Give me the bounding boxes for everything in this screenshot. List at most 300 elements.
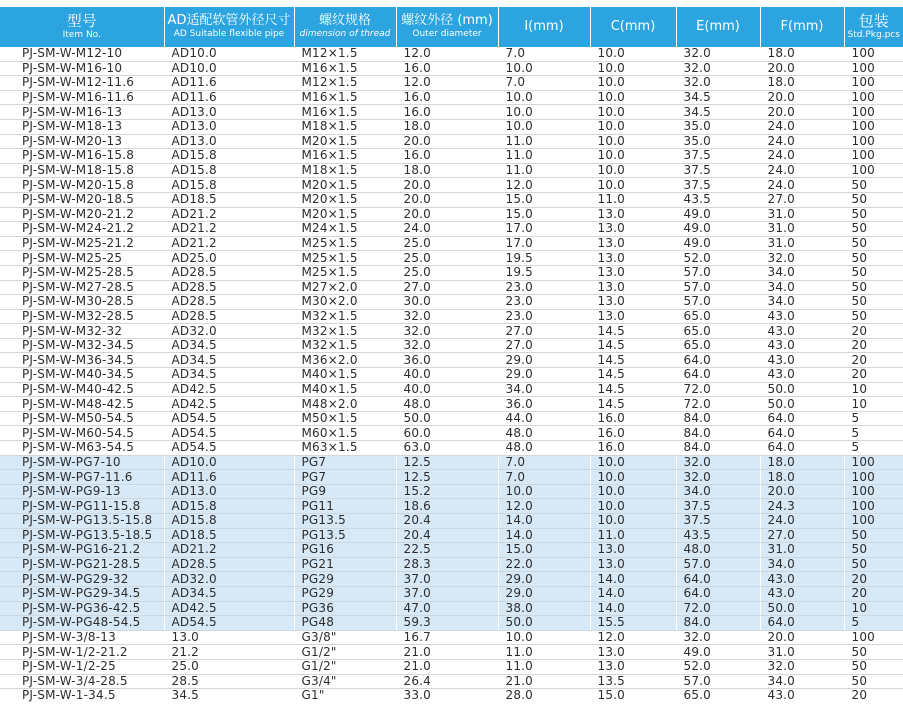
cell-outer-diameter: 12.5 (396, 470, 498, 485)
cell-thread: M20×1.5 (294, 134, 396, 149)
header-c (590, 7, 676, 47)
cell-f: 31.0 (760, 543, 844, 558)
cell-i: 23.0 (498, 280, 590, 295)
cell-thread: G3/8" (294, 630, 396, 645)
cell-ad-size: AD32.0 (164, 324, 294, 339)
cell-i: 14.0 (498, 528, 590, 543)
cell-item-no: PJ-SM-W-M18-13 (0, 119, 164, 134)
cell-c: 14.0 (590, 586, 676, 601)
cell-f: 20.0 (760, 630, 844, 645)
cell-item-no: PJ-SM-W-M20-18.5 (0, 192, 164, 207)
cell-c: 13.0 (590, 645, 676, 660)
cell-package: 20 (844, 353, 903, 368)
cell-outer-diameter: 37.0 (396, 572, 498, 587)
cell-c: 10.0 (590, 484, 676, 499)
cell-e: 65.0 (676, 338, 760, 353)
cell-item-no: PJ-SM-W-M32-28.5 (0, 309, 164, 324)
cell-item-no: PJ-SM-W-PG13.5-15.8 (0, 514, 164, 529)
cell-c: 10.0 (590, 149, 676, 164)
cell-outer-diameter: 33.0 (396, 689, 498, 703)
cell-item-no: PJ-SM-W-3/8-13 (0, 630, 164, 645)
cell-e: 32.0 (676, 76, 760, 91)
cell-c: 10.0 (590, 470, 676, 485)
cell-f: 32.0 (760, 659, 844, 674)
cell-item-no: PJ-SM-W-PG9-13 (0, 484, 164, 499)
header-outer-diameter-main: 螺纹外径 (mm) (401, 13, 493, 29)
cell-i: 11.0 (498, 163, 590, 178)
table-row (0, 441, 903, 456)
cell-thread: M16×1.5 (294, 149, 396, 164)
cell-i: 11.0 (498, 149, 590, 164)
table-row (0, 149, 903, 164)
header-i-main: I(mm) (524, 18, 564, 34)
cell-e: 65.0 (676, 689, 760, 703)
cell-f: 34.0 (760, 265, 844, 280)
table-row (0, 324, 903, 339)
header-e-main: E(mm) (696, 18, 740, 34)
cell-f: 27.0 (760, 528, 844, 543)
cell-e: 72.0 (676, 382, 760, 397)
cell-f: 18.0 (760, 470, 844, 485)
header-f-main: F(mm) (780, 18, 824, 34)
table-row (0, 61, 903, 76)
cell-thread: PG13.5 (294, 514, 396, 529)
table-row (0, 616, 903, 631)
table-row (0, 105, 903, 120)
cell-i: 11.0 (498, 645, 590, 660)
cell-item-no: PJ-SM-W-M16-15.8 (0, 149, 164, 164)
table-row (0, 543, 903, 558)
cell-ad-size: AD34.5 (164, 338, 294, 353)
cell-i: 7.0 (498, 47, 590, 61)
cell-outer-diameter: 59.3 (396, 616, 498, 631)
cell-c: 14.0 (590, 601, 676, 616)
header-row (0, 7, 903, 47)
cell-e: 57.0 (676, 674, 760, 689)
cell-ad-size: AD42.5 (164, 397, 294, 412)
cell-ad-size: AD13.0 (164, 105, 294, 120)
cell-i: 27.0 (498, 324, 590, 339)
cell-ad-size: AD13.0 (164, 119, 294, 134)
table-row (0, 280, 903, 295)
cell-package: 20 (844, 324, 903, 339)
cell-c: 10.0 (590, 61, 676, 76)
cell-thread: PG11 (294, 499, 396, 514)
cell-outer-diameter: 20.0 (396, 178, 498, 193)
cell-package: 50 (844, 251, 903, 266)
cell-c: 14.5 (590, 353, 676, 368)
cell-c: 13.0 (590, 659, 676, 674)
cell-e: 37.5 (676, 499, 760, 514)
cell-e: 37.5 (676, 163, 760, 178)
cell-outer-diameter: 15.2 (396, 484, 498, 499)
cell-f: 31.0 (760, 222, 844, 237)
cell-thread: G3/4" (294, 674, 396, 689)
cell-f: 24.0 (760, 163, 844, 178)
header-c-main: C(mm) (610, 18, 656, 34)
cell-i: 29.0 (498, 586, 590, 601)
cell-ad-size: AD34.5 (164, 353, 294, 368)
cell-thread: M40×1.5 (294, 368, 396, 383)
cell-i: 10.0 (498, 119, 590, 134)
cell-e: 49.0 (676, 645, 760, 660)
cell-item-no: PJ-SM-W-PG16-21.2 (0, 543, 164, 558)
cell-thread: M16×1.5 (294, 105, 396, 120)
header-e (676, 7, 760, 47)
cell-package: 5 (844, 411, 903, 426)
cell-outer-diameter: 22.5 (396, 543, 498, 558)
cell-thread: M12×1.5 (294, 47, 396, 61)
cell-thread: G1" (294, 689, 396, 703)
cell-thread: M50×1.5 (294, 411, 396, 426)
cell-f: 34.0 (760, 557, 844, 572)
cell-f: 34.0 (760, 295, 844, 310)
cell-ad-size: 13.0 (164, 630, 294, 645)
cell-package: 50 (844, 528, 903, 543)
cell-item-no: PJ-SM-W-3/4-28.5 (0, 674, 164, 689)
cell-ad-size: AD15.8 (164, 149, 294, 164)
cell-i: 10.0 (498, 484, 590, 499)
cell-c: 14.5 (590, 397, 676, 412)
cell-f: 31.0 (760, 645, 844, 660)
cell-e: 32.0 (676, 47, 760, 61)
cell-item-no: PJ-SM-W-M60-54.5 (0, 426, 164, 441)
cell-package: 50 (844, 557, 903, 572)
cell-ad-size: AD32.0 (164, 572, 294, 587)
cell-outer-diameter: 16.0 (396, 90, 498, 105)
cell-item-no: PJ-SM-W-M16-11.6 (0, 90, 164, 105)
cell-i: 17.0 (498, 222, 590, 237)
cell-package: 50 (844, 295, 903, 310)
cell-item-no: PJ-SM-W-M25-25 (0, 251, 164, 266)
cell-f: 20.0 (760, 90, 844, 105)
cell-package: 100 (844, 163, 903, 178)
cell-package: 100 (844, 499, 903, 514)
cell-item-no: PJ-SM-W-M12-11.6 (0, 76, 164, 91)
cell-i: 7.0 (498, 76, 590, 91)
cell-f: 24.0 (760, 134, 844, 149)
cell-e: 72.0 (676, 397, 760, 412)
cell-package: 100 (844, 134, 903, 149)
cell-i: 27.0 (498, 338, 590, 353)
cell-item-no: PJ-SM-W-M40-34.5 (0, 368, 164, 383)
cell-f: 43.0 (760, 586, 844, 601)
cell-package: 20 (844, 338, 903, 353)
cell-thread: PG48 (294, 616, 396, 631)
cell-c: 14.5 (590, 338, 676, 353)
cell-outer-diameter: 20.4 (396, 514, 498, 529)
cell-ad-size: 25.0 (164, 659, 294, 674)
cell-thread: M25×1.5 (294, 265, 396, 280)
cell-thread: PG7 (294, 470, 396, 485)
cell-c: 12.0 (590, 630, 676, 645)
cell-i: 44.0 (498, 411, 590, 426)
cell-outer-diameter: 12.0 (396, 76, 498, 91)
cell-package: 100 (844, 119, 903, 134)
cell-e: 43.5 (676, 528, 760, 543)
cell-outer-diameter: 32.0 (396, 324, 498, 339)
cell-e: 52.0 (676, 659, 760, 674)
table-row (0, 251, 903, 266)
cell-c: 13.0 (590, 207, 676, 222)
cell-i: 7.0 (498, 455, 590, 470)
cell-item-no: PJ-SM-W-PG29-34.5 (0, 586, 164, 601)
cell-c: 13.0 (590, 251, 676, 266)
cell-thread: M40×1.5 (294, 382, 396, 397)
cell-ad-size: AD15.8 (164, 178, 294, 193)
cell-e: 57.0 (676, 295, 760, 310)
cell-outer-diameter: 20.0 (396, 207, 498, 222)
cell-c: 16.0 (590, 426, 676, 441)
cell-i: 34.0 (498, 382, 590, 397)
cell-package: 100 (844, 149, 903, 164)
cell-thread: PG13.5 (294, 528, 396, 543)
cell-package: 100 (844, 105, 903, 120)
cell-package: 50 (844, 309, 903, 324)
cell-thread: PG21 (294, 557, 396, 572)
cell-i: 23.0 (498, 309, 590, 324)
cell-ad-size: AD21.2 (164, 222, 294, 237)
cell-package: 10 (844, 382, 903, 397)
cell-f: 34.0 (760, 674, 844, 689)
cell-f: 64.0 (760, 411, 844, 426)
cell-ad-size: AD10.0 (164, 47, 294, 61)
cell-thread: M25×1.5 (294, 251, 396, 266)
cell-outer-diameter: 16.0 (396, 149, 498, 164)
cell-i: 50.0 (498, 616, 590, 631)
cell-outer-diameter: 16.0 (396, 105, 498, 120)
cell-thread: M20×1.5 (294, 178, 396, 193)
cell-c: 10.0 (590, 514, 676, 529)
cell-e: 52.0 (676, 251, 760, 266)
header-ad-size-main: AD适配软管外径尺寸 (167, 13, 291, 29)
table-row (0, 470, 903, 485)
cell-item-no: PJ-SM-W-M32-34.5 (0, 338, 164, 353)
cell-outer-diameter: 47.0 (396, 601, 498, 616)
cell-f: 43.0 (760, 338, 844, 353)
cell-item-no: PJ-SM-W-M20-13 (0, 134, 164, 149)
cell-outer-diameter: 40.0 (396, 368, 498, 383)
cell-f: 64.0 (760, 426, 844, 441)
header-item-no (0, 7, 164, 47)
cell-i: 48.0 (498, 441, 590, 456)
cell-ad-size: AD34.5 (164, 368, 294, 383)
cell-thread: M18×1.5 (294, 119, 396, 134)
cell-item-no: PJ-SM-W-M16-13 (0, 105, 164, 120)
cell-c: 10.0 (590, 455, 676, 470)
cell-ad-size: AD28.5 (164, 280, 294, 295)
cell-i: 19.5 (498, 251, 590, 266)
cell-e: 35.0 (676, 134, 760, 149)
cell-thread: M20×1.5 (294, 207, 396, 222)
cell-ad-size: AD28.5 (164, 557, 294, 572)
cell-outer-diameter: 24.0 (396, 222, 498, 237)
table-row (0, 47, 903, 61)
cell-c: 10.0 (590, 90, 676, 105)
cell-outer-diameter: 30.0 (396, 295, 498, 310)
spec-table (0, 7, 903, 703)
cell-i: 29.0 (498, 368, 590, 383)
cell-package: 100 (844, 47, 903, 61)
cell-thread: PG9 (294, 484, 396, 499)
cell-c: 11.0 (590, 528, 676, 543)
cell-e: 57.0 (676, 557, 760, 572)
header-thread-main: 螺纹规格 (318, 13, 371, 29)
cell-package: 100 (844, 514, 903, 529)
cell-f: 24.0 (760, 149, 844, 164)
cell-outer-diameter: 28.3 (396, 557, 498, 572)
cell-thread: M32×1.5 (294, 309, 396, 324)
cell-i: 29.0 (498, 572, 590, 587)
cell-item-no: PJ-SM-W-PG11-15.8 (0, 499, 164, 514)
cell-e: 43.5 (676, 192, 760, 207)
cell-c: 10.0 (590, 119, 676, 134)
cell-i: 15.0 (498, 192, 590, 207)
cell-package: 20 (844, 586, 903, 601)
cell-e: 37.5 (676, 149, 760, 164)
cell-f: 43.0 (760, 324, 844, 339)
cell-f: 31.0 (760, 207, 844, 222)
cell-i: 23.0 (498, 295, 590, 310)
cell-thread: PG36 (294, 601, 396, 616)
table-row (0, 499, 903, 514)
header-ad-size (164, 7, 294, 47)
table-row (0, 674, 903, 689)
cell-f: 31.0 (760, 236, 844, 251)
table-row (0, 484, 903, 499)
table-row (0, 353, 903, 368)
cell-f: 24.0 (760, 119, 844, 134)
cell-e: 84.0 (676, 441, 760, 456)
cell-ad-size: AD11.6 (164, 470, 294, 485)
cell-outer-diameter: 20.0 (396, 134, 498, 149)
cell-ad-size: AD21.2 (164, 543, 294, 558)
cell-outer-diameter: 32.0 (396, 338, 498, 353)
cell-e: 49.0 (676, 207, 760, 222)
cell-e: 32.0 (676, 630, 760, 645)
cell-outer-diameter: 60.0 (396, 426, 498, 441)
cell-c: 13.0 (590, 265, 676, 280)
table-row (0, 368, 903, 383)
cell-f: 64.0 (760, 441, 844, 456)
cell-package: 50 (844, 645, 903, 660)
cell-ad-size: AD25.0 (164, 251, 294, 266)
cell-package: 50 (844, 659, 903, 674)
cell-c: 13.0 (590, 557, 676, 572)
cell-package: 100 (844, 630, 903, 645)
cell-i: 19.5 (498, 265, 590, 280)
cell-f: 18.0 (760, 455, 844, 470)
cell-ad-size: AD18.5 (164, 192, 294, 207)
cell-outer-diameter: 37.0 (396, 586, 498, 601)
cell-item-no: PJ-SM-W-M50-54.5 (0, 411, 164, 426)
cell-c: 10.0 (590, 163, 676, 178)
cell-package: 50 (844, 674, 903, 689)
header-f (760, 7, 844, 47)
table-row (0, 295, 903, 310)
cell-outer-diameter: 25.0 (396, 251, 498, 266)
cell-i: 28.0 (498, 689, 590, 703)
cell-e: 37.5 (676, 514, 760, 529)
table-row (0, 645, 903, 660)
cell-thread: M18×1.5 (294, 163, 396, 178)
cell-c: 14.5 (590, 368, 676, 383)
cell-e: 64.0 (676, 353, 760, 368)
cell-thread: M12×1.5 (294, 76, 396, 91)
cell-f: 43.0 (760, 353, 844, 368)
cell-e: 84.0 (676, 616, 760, 631)
cell-item-no: PJ-SM-W-M36-34.5 (0, 353, 164, 368)
table-row (0, 178, 903, 193)
cell-ad-size: AD11.6 (164, 76, 294, 91)
cell-c: 10.0 (590, 178, 676, 193)
cell-thread: G1/2" (294, 659, 396, 674)
cell-thread: M16×1.5 (294, 61, 396, 76)
cell-item-no: PJ-SM-W-PG7-11.6 (0, 470, 164, 485)
table-row (0, 659, 903, 674)
cell-c: 10.0 (590, 47, 676, 61)
cell-e: 35.0 (676, 119, 760, 134)
cell-c: 13.0 (590, 222, 676, 237)
cell-outer-diameter: 25.0 (396, 265, 498, 280)
cell-ad-size: AD28.5 (164, 265, 294, 280)
table-row (0, 689, 903, 703)
cell-item-no: PJ-SM-W-PG7-10 (0, 455, 164, 470)
table-row (0, 455, 903, 470)
cell-ad-size: AD13.0 (164, 134, 294, 149)
cell-thread: M16×1.5 (294, 90, 396, 105)
table-header (0, 7, 903, 47)
cell-i: 11.0 (498, 134, 590, 149)
header-ad-size-sub: AD Suitable flexible pipe (173, 28, 285, 39)
cell-ad-size: AD15.8 (164, 499, 294, 514)
cell-item-no: PJ-SM-W-M25-28.5 (0, 265, 164, 280)
cell-f: 20.0 (760, 105, 844, 120)
cell-outer-diameter: 63.0 (396, 441, 498, 456)
cell-thread: PG29 (294, 572, 396, 587)
cell-item-no: PJ-SM-W-1/2-25 (0, 659, 164, 674)
table-row (0, 90, 903, 105)
cell-item-no: PJ-SM-W-PG36-42.5 (0, 601, 164, 616)
cell-e: 49.0 (676, 222, 760, 237)
cell-c: 15.5 (590, 616, 676, 631)
cell-c: 10.0 (590, 76, 676, 91)
cell-c: 13.0 (590, 309, 676, 324)
cell-thread: PG29 (294, 586, 396, 601)
cell-outer-diameter: 40.0 (396, 382, 498, 397)
cell-ad-size: AD54.5 (164, 441, 294, 456)
table-row (0, 222, 903, 237)
cell-i: 22.0 (498, 557, 590, 572)
cell-c: 13.5 (590, 674, 676, 689)
cell-thread: M20×1.5 (294, 192, 396, 207)
cell-e: 34.0 (676, 484, 760, 499)
cell-c: 11.0 (590, 192, 676, 207)
cell-outer-diameter: 26.4 (396, 674, 498, 689)
table-body (0, 47, 903, 703)
cell-outer-diameter: 12.5 (396, 455, 498, 470)
cell-thread: PG16 (294, 543, 396, 558)
table-row (0, 397, 903, 412)
cell-item-no: PJ-SM-W-M20-21.2 (0, 207, 164, 222)
cell-e: 48.0 (676, 543, 760, 558)
cell-e: 49.0 (676, 236, 760, 251)
table-row (0, 514, 903, 529)
cell-package: 100 (844, 484, 903, 499)
cell-package: 5 (844, 441, 903, 456)
cell-outer-diameter: 12.0 (396, 47, 498, 61)
cell-thread: M60×1.5 (294, 426, 396, 441)
